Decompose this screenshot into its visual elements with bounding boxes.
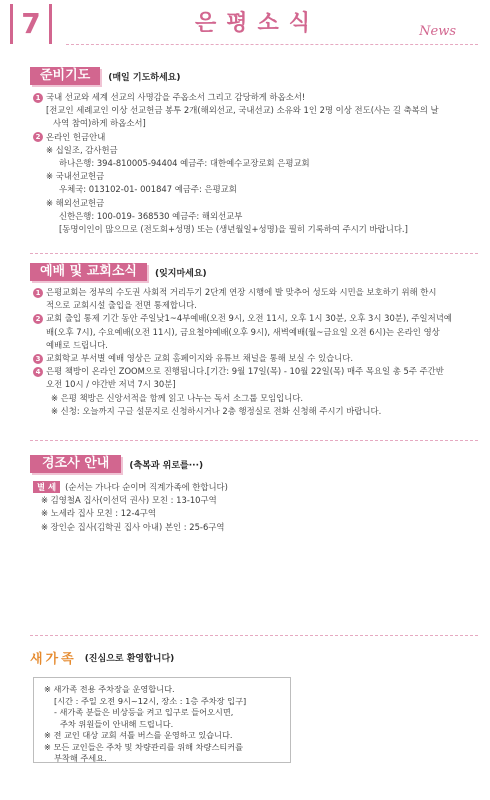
section-divider [30,440,478,441]
condolence-tag: 경조사 안내 [30,455,121,473]
giving-detail: 우체국: 013102-01- 001847 예금주: 은평교회 [59,184,237,195]
number-badge: 1 [33,93,43,103]
item-text: 은평 책방이 온라인 ZOOM으로 진행됩니다.[기간: 9월 17일(목) - 10월 22일(목) 매주 목요일 총 5주 주간반 [46,366,444,377]
number-badge: 4 [33,367,43,377]
item-text: 은평교회는 정부의 수도권 사회적 거리두기 2단계 연장 시행에 발 맞추어 성도와 시민을 보호하기 위해 한시 [46,287,437,297]
worship-tag: 예배 및 교회소식 [30,263,147,281]
condolence-item: ※ 김영철A 집사(이선덕 권사) 모친 : 13-10구역 [41,495,217,506]
list-item [33,312,478,325]
item-text: [전교인 세례교인 이상 선교헌금 봉투 2개(해외선교, 국내선교) 소유와 1인 2명 이상 전도(사는 길 축복의 날 [46,105,439,116]
newcomer-line: 부착해 주세요. [54,753,107,763]
newcomer-info-box [33,677,291,763]
worship-body [33,286,478,418]
section-divider [30,253,478,254]
worship-note: ※ 은평 책방은 신앙서적을 함께 읽고 나누는 독서 소그룹 모임입니다. [51,392,304,403]
bereavement-tag: 별 세 [33,481,60,493]
header-divider [66,44,478,45]
number-badge: 2 [33,132,43,142]
newcomer-title: 새가족 [30,652,77,667]
condolence-section-header [30,455,203,473]
item-text: 배(오후 7시), 수요예배(오전 11시), 금요철야예배(오후 9시), 새벽예배(월~금요일 오전 6시)는 온라인 영상 [46,326,440,337]
number-badge: 1 [33,288,43,298]
newcomer-line: ※ 새가족 전용 주차장을 운영합니다. [44,684,175,694]
section-divider [30,635,478,636]
item-text: 적으로 교회시설 출입을 전면 통제합니다. [46,300,197,311]
item-text: 오전 10시 / 야간반 저녁 7시 30분] [46,379,176,390]
page-title: 은평소식 [195,11,321,36]
condolence-item: ※ 장인순 집사(김학권 집사 아내) 본인 : 25-6구역 [41,521,225,532]
condolence-box-header [33,481,478,494]
giving-label: ※ 십일조, 감사헌금 [46,144,118,155]
item-text: 온라인 헌금안내 [46,131,106,142]
prayer-section-header [30,67,180,85]
newcomer-line: ※ 모든 교인들은 주차 및 차량관리를 위해 차량스티커를 [44,741,244,752]
giving-detail: 신한은행: 100-019- 368530 예금주: 해외선교부 [59,210,243,221]
page-number: 7 [10,4,52,44]
worship-subtitle: (잊지마세요) [154,268,207,279]
condolence-note: (순서는 가나다 순이며 직계가족에 한합니다) [65,482,228,492]
number-badge: 2 [33,314,43,324]
item-text: 사역 참여)하게 하옵소서] [53,118,146,129]
giving-label: ※ 해외선교헌금 [46,197,105,208]
worship-section-header [30,263,207,281]
item-text: 교회학교 부서별 예배 영상은 교회 홈페이지와 유튜브 채널을 통해 보실 수 있습니다. [46,353,354,364]
condolence-body [33,481,478,534]
worship-note: ※ 신청: 오늘까지 구글 설문지로 신청하시거나 2층 행정실로 전화 신청해 주시기 바랍니다. [51,405,382,416]
newcomer-line: ※ 전 교인 대상 교회 셔틀 버스를 운영하고 있습니다. [44,730,233,740]
prayer-body [33,91,478,236]
news-label: News [419,24,456,39]
newcomer-line: 주차 위원들이 안내해 드립니다. [60,718,174,729]
newcomer-line: [시간 : 주일 오전 9시~12시, 장소 : 1층 주차장 입구] [54,695,247,706]
list-item [33,286,478,299]
list-item [33,365,478,378]
newcomer-subtitle: (진심으로 환영합니다) [84,654,175,664]
newcomer-section-header [30,648,174,667]
giving-detail: 하나은행: 394-810005-94404 예금주: 대한예수교장로회 은평교회 [59,158,310,169]
newcomer-line: - 새가족 분들은 비상등을 켜고 입구로 들어오시면, [54,707,234,717]
list-item [33,131,478,144]
item-text: 국내 선교와 세계 선교의 사명감을 주옵소서 그리고 감당하게 하옵소서! [46,92,306,102]
list-item [33,91,478,104]
prayer-tag: 준비기도 [30,67,100,85]
giving-label: ※ 국내선교헌금 [46,171,105,182]
giving-note: [동명이인이 많으므로 (전도회+성명) 또는 (생년월일+성명)을 필히 기록하여 주시기 바랍니다.] [59,224,408,235]
item-text: 교회 출입 통제 기간 동안 주일낮1~4부예배(오전 9시, 오전 11시, 오후 1시 30분, 오후 3시 30분), 주일저녁예 [46,313,452,324]
number-badge: 3 [33,354,43,364]
prayer-subtitle: (매일 기도하세요) [108,72,181,83]
condolence-item: ※ 노세라 집사 모친 : 12-4구역 [41,508,156,519]
page-header [0,0,490,50]
item-text: 예배로 드립니다. [46,339,108,350]
condolence-subtitle: (축복과 위로를···) [129,460,204,471]
list-item [33,352,478,365]
